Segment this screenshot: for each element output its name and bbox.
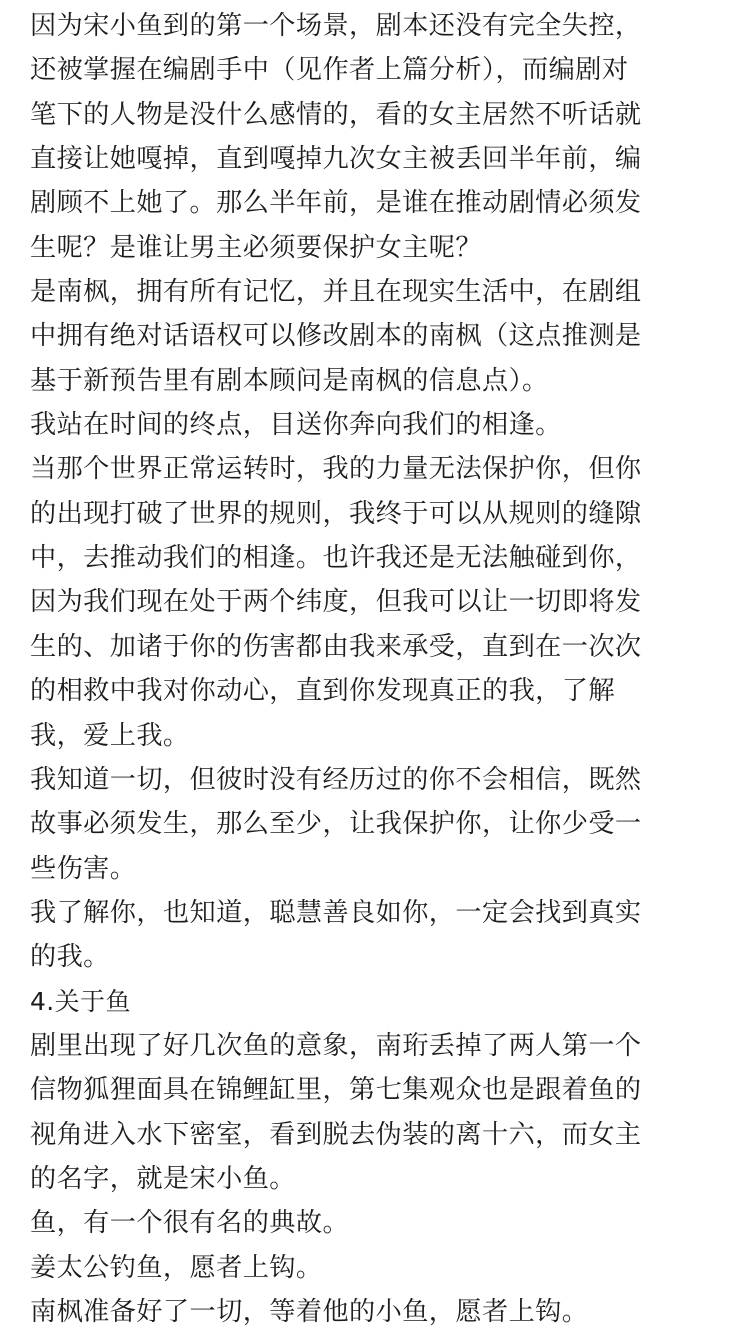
text-line: 直接让她嘎掉，直到嘎掉九次女主被丢回半年前，编	[30, 144, 642, 175]
text-line: 我，爱上我。	[30, 720, 190, 751]
text-line: 视角进入水下密室，看到脱去伪装的离十六，而女主	[30, 1119, 642, 1150]
text-line: 当那个世界正常运转时，我的力量无法保护你，但你	[30, 454, 642, 485]
text-line: 我知道一切，但彼时没有经历过的你不会相信，既然	[30, 764, 642, 795]
article-text-body	[30, 4, 730, 1334]
text-line: 鱼，有一个很有名的典故。	[30, 1208, 350, 1239]
text-line: 中，去推动我们的相逢。也许我还是无法触碰到你，	[30, 543, 642, 574]
text-line: 笔下的人物是没什么感情的，看的女主居然不听话就	[30, 99, 642, 130]
text-line: 中拥有绝对话语权可以修改剧本的南枫（这点推测是	[30, 321, 642, 352]
text-line: 故事必须发生，那么至少，让我保护你，让你少受一	[30, 809, 642, 840]
text-line: 我了解你，也知道，聪慧善良如你，一定会找到真实	[30, 897, 642, 928]
text-line: 的名字，就是宋小鱼。	[30, 1163, 296, 1194]
text-line: 是南枫，拥有所有记忆，并且在现实生活中，在剧组	[30, 277, 642, 308]
text-line: 因为宋小鱼到的第一个场景，剧本还没有完全失控，	[30, 11, 642, 41]
text-line: 生呢？是谁让男主必须要保护女主呢？	[30, 232, 482, 263]
text-line: 因为我们现在处于两个纬度，但我可以让一切即将发	[30, 587, 642, 618]
text-line: 基于新预告里有剧本顾问是南枫的信息点）。	[30, 365, 549, 396]
text-line: 剧顾不上她了。那么半年前，是谁在推动剧情必须发	[30, 188, 642, 219]
section-heading: 4.关于鱼	[30, 986, 131, 1016]
text-line: 还被掌握在编剧手中（见作者上篇分析），而编剧对	[30, 55, 629, 86]
text-line: 的相救中我对你动心，直到你发现真正的我，了解	[30, 676, 615, 707]
text-line: 剧里出现了好几次鱼的意象，南珩丢掉了两人第一个	[30, 1030, 642, 1061]
text-line: 的我。	[30, 942, 110, 973]
text-line: 生的、加诸于你的伤害都由我来承受，直到在一次次	[30, 631, 642, 662]
text-line: 信物狐狸面具在锦鲤缸里，第七集观众也是跟着鱼的	[30, 1075, 642, 1106]
text-line: 姜太公钓鱼，愿者上钩。	[30, 1252, 323, 1283]
text-line: 的出现打破了世界的规则，我终于可以从规则的缝隙	[30, 498, 642, 529]
text-line: 我站在时间的终点，目送你奔向我们的相逢。	[30, 410, 562, 441]
text-line: 南枫准备好了一切，等着他的小鱼，愿者上钩。	[30, 1296, 589, 1327]
text-line: 些伤害。	[30, 853, 137, 884]
